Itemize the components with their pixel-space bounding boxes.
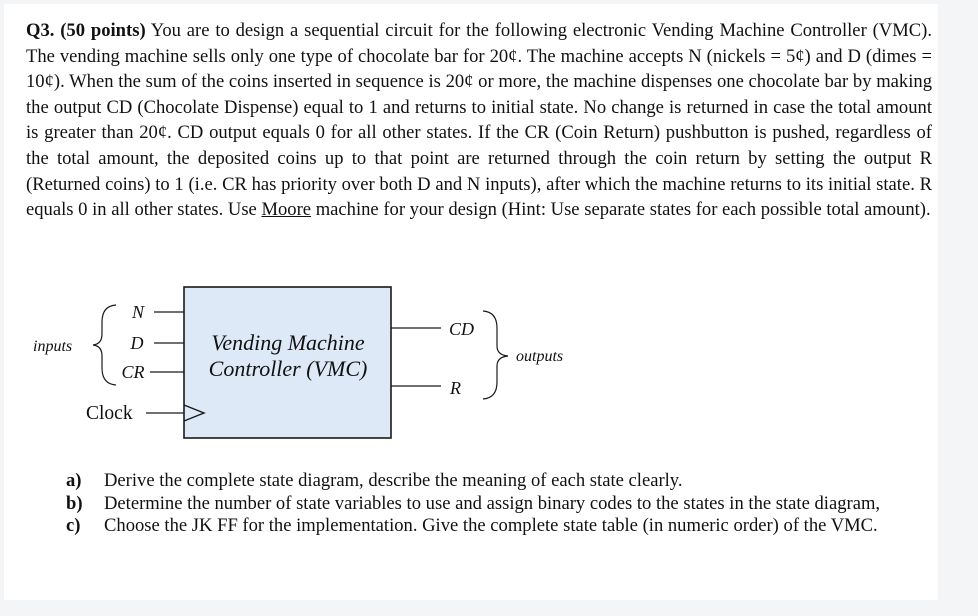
input-CR-label: CR xyxy=(121,362,145,382)
output-CD-label: CD xyxy=(449,319,475,339)
vmc-block-title-line2: Controller (VMC) xyxy=(208,356,368,381)
task-item-a xyxy=(66,470,932,493)
outputs-label: outputs xyxy=(516,348,564,365)
vmc-block-title-line1: Vending Machine xyxy=(211,330,365,355)
inputs-label: inputs xyxy=(33,338,73,355)
moore-term: Moore xyxy=(261,199,312,221)
task-item-c xyxy=(66,515,932,538)
question-intro: You are to design a sequential circuit for the following electronic Vending Machine Controller (VMC). The vending machine sells only one type of chocolate bar for 20¢. The machine accepts N (nickels = 5¢) and D (dimes = 10¢). When the sum of the coins inserted in sequence is 20¢ or more, the machine dispenses one chocolate bar by making the output CD (Chocolate Dispense) equal to 1 and returns to initial state. No change is returned in case the total amount is greater than 20¢. CD output equals 0 for all other states. If the CR (Coin Return) pushbutton is pushed, regardless of the total amount, the deposited coins up to that point are returned through the coin return by setting the output R (Returned coins) to 1 (i.e. CR has priority over both D and N inputs), after which the machine returns to its initial state. R equals 0 in all other states. Use xyxy=(26,20,932,221)
task-label-b: b) xyxy=(66,492,83,514)
input-N-label: N xyxy=(131,302,145,322)
document-page xyxy=(4,4,938,600)
task-label-c: c) xyxy=(66,515,81,537)
inputs-brace xyxy=(93,305,116,385)
task-item-b xyxy=(66,493,932,516)
task-list xyxy=(66,470,932,538)
clock-label: Clock xyxy=(86,403,133,424)
task-text-c: Choose the JK FF for the implementation. Give the complete state table (in numeric order) of the VMC. xyxy=(104,515,878,537)
task-text-b: Determine the number of state variables to use and assign binary codes to the states in the state diagram, xyxy=(104,492,881,514)
vmc-block-diagram xyxy=(4,4,938,464)
question-heading: Q3. (50 points) xyxy=(26,20,146,41)
question-outro: machine for your design (Hint: Use separate states for each possible total amount). xyxy=(311,199,931,221)
task-label-a: a) xyxy=(66,470,82,491)
task-text-a: Derive the complete state diagram, describe the meaning of each state clearly. xyxy=(104,470,683,491)
output-R-label: R xyxy=(450,378,461,398)
outputs-brace xyxy=(483,311,508,399)
input-D-label: D xyxy=(130,333,144,353)
